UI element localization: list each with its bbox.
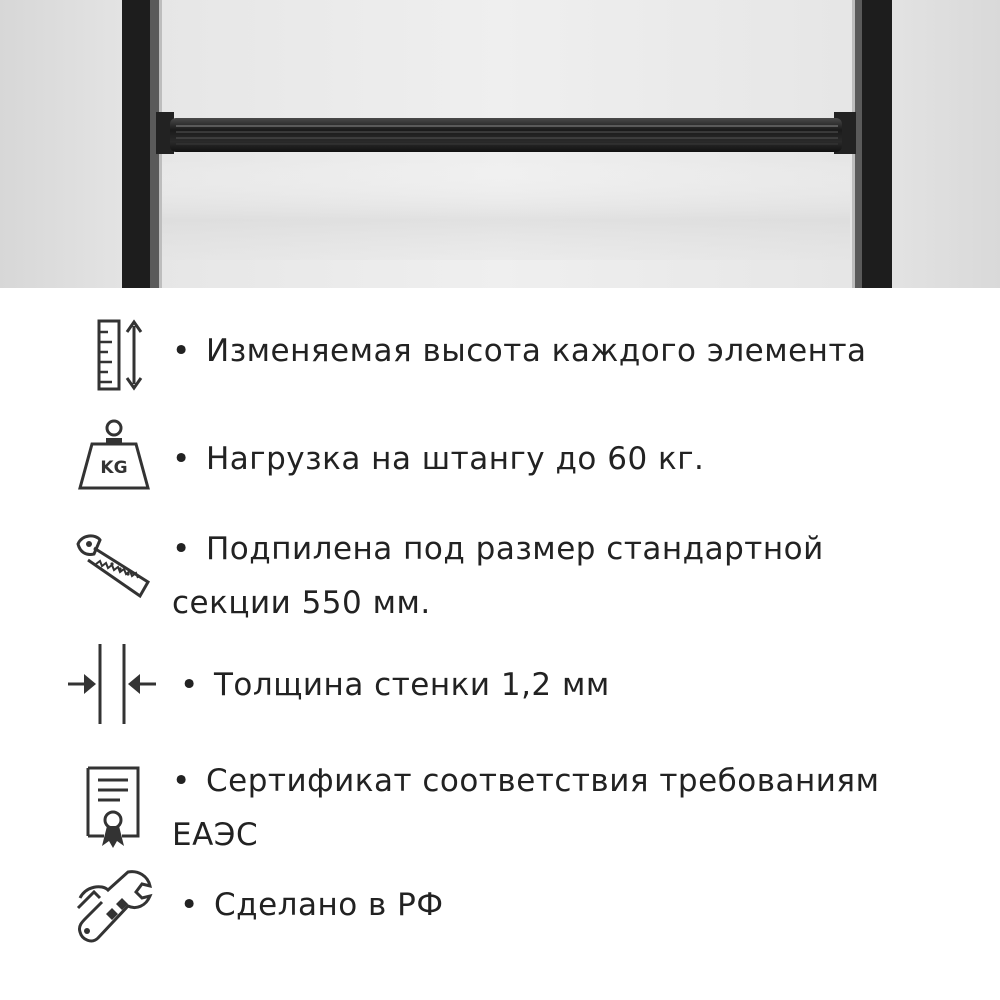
bullet: •	[172, 333, 191, 369]
tools-icon	[72, 868, 156, 944]
feature-text	[172, 754, 879, 862]
bullet: •	[180, 887, 199, 923]
feature-text	[172, 324, 867, 378]
certificate-icon	[84, 764, 142, 850]
kg-label: KG	[100, 458, 128, 478]
feature-text	[180, 658, 610, 712]
feature-label-line2: ЕАЭС	[172, 817, 259, 853]
wall-thickness-arrows-icon	[64, 642, 160, 726]
feature-label-line1: Сертификат соответствия требованиям	[206, 763, 880, 799]
feature-label-line1: Подпилена под размер стандартной	[206, 531, 824, 567]
feature-text	[180, 878, 444, 932]
feature-text	[172, 432, 704, 486]
bullet: •	[172, 441, 191, 477]
feature-label-line2: секции 550 мм.	[172, 585, 431, 621]
clothes-rail-illustration	[0, 0, 1000, 288]
feature-label: Сделано в РФ	[214, 887, 444, 923]
product-photo	[0, 0, 1000, 288]
saw-icon	[72, 530, 152, 602]
bullet: •	[172, 763, 191, 799]
bullet: •	[172, 531, 191, 567]
feature-text	[172, 522, 824, 630]
feature-label: Толщина стенки 1,2 мм	[214, 667, 610, 703]
kg-weight-icon	[76, 418, 152, 492]
height-ruler-icon	[94, 318, 148, 392]
feature-label: Нагрузка на штангу до 60 кг.	[206, 441, 705, 477]
bullet: •	[180, 667, 199, 703]
feature-label: Изменяемая высота каждого элемента	[206, 333, 867, 369]
